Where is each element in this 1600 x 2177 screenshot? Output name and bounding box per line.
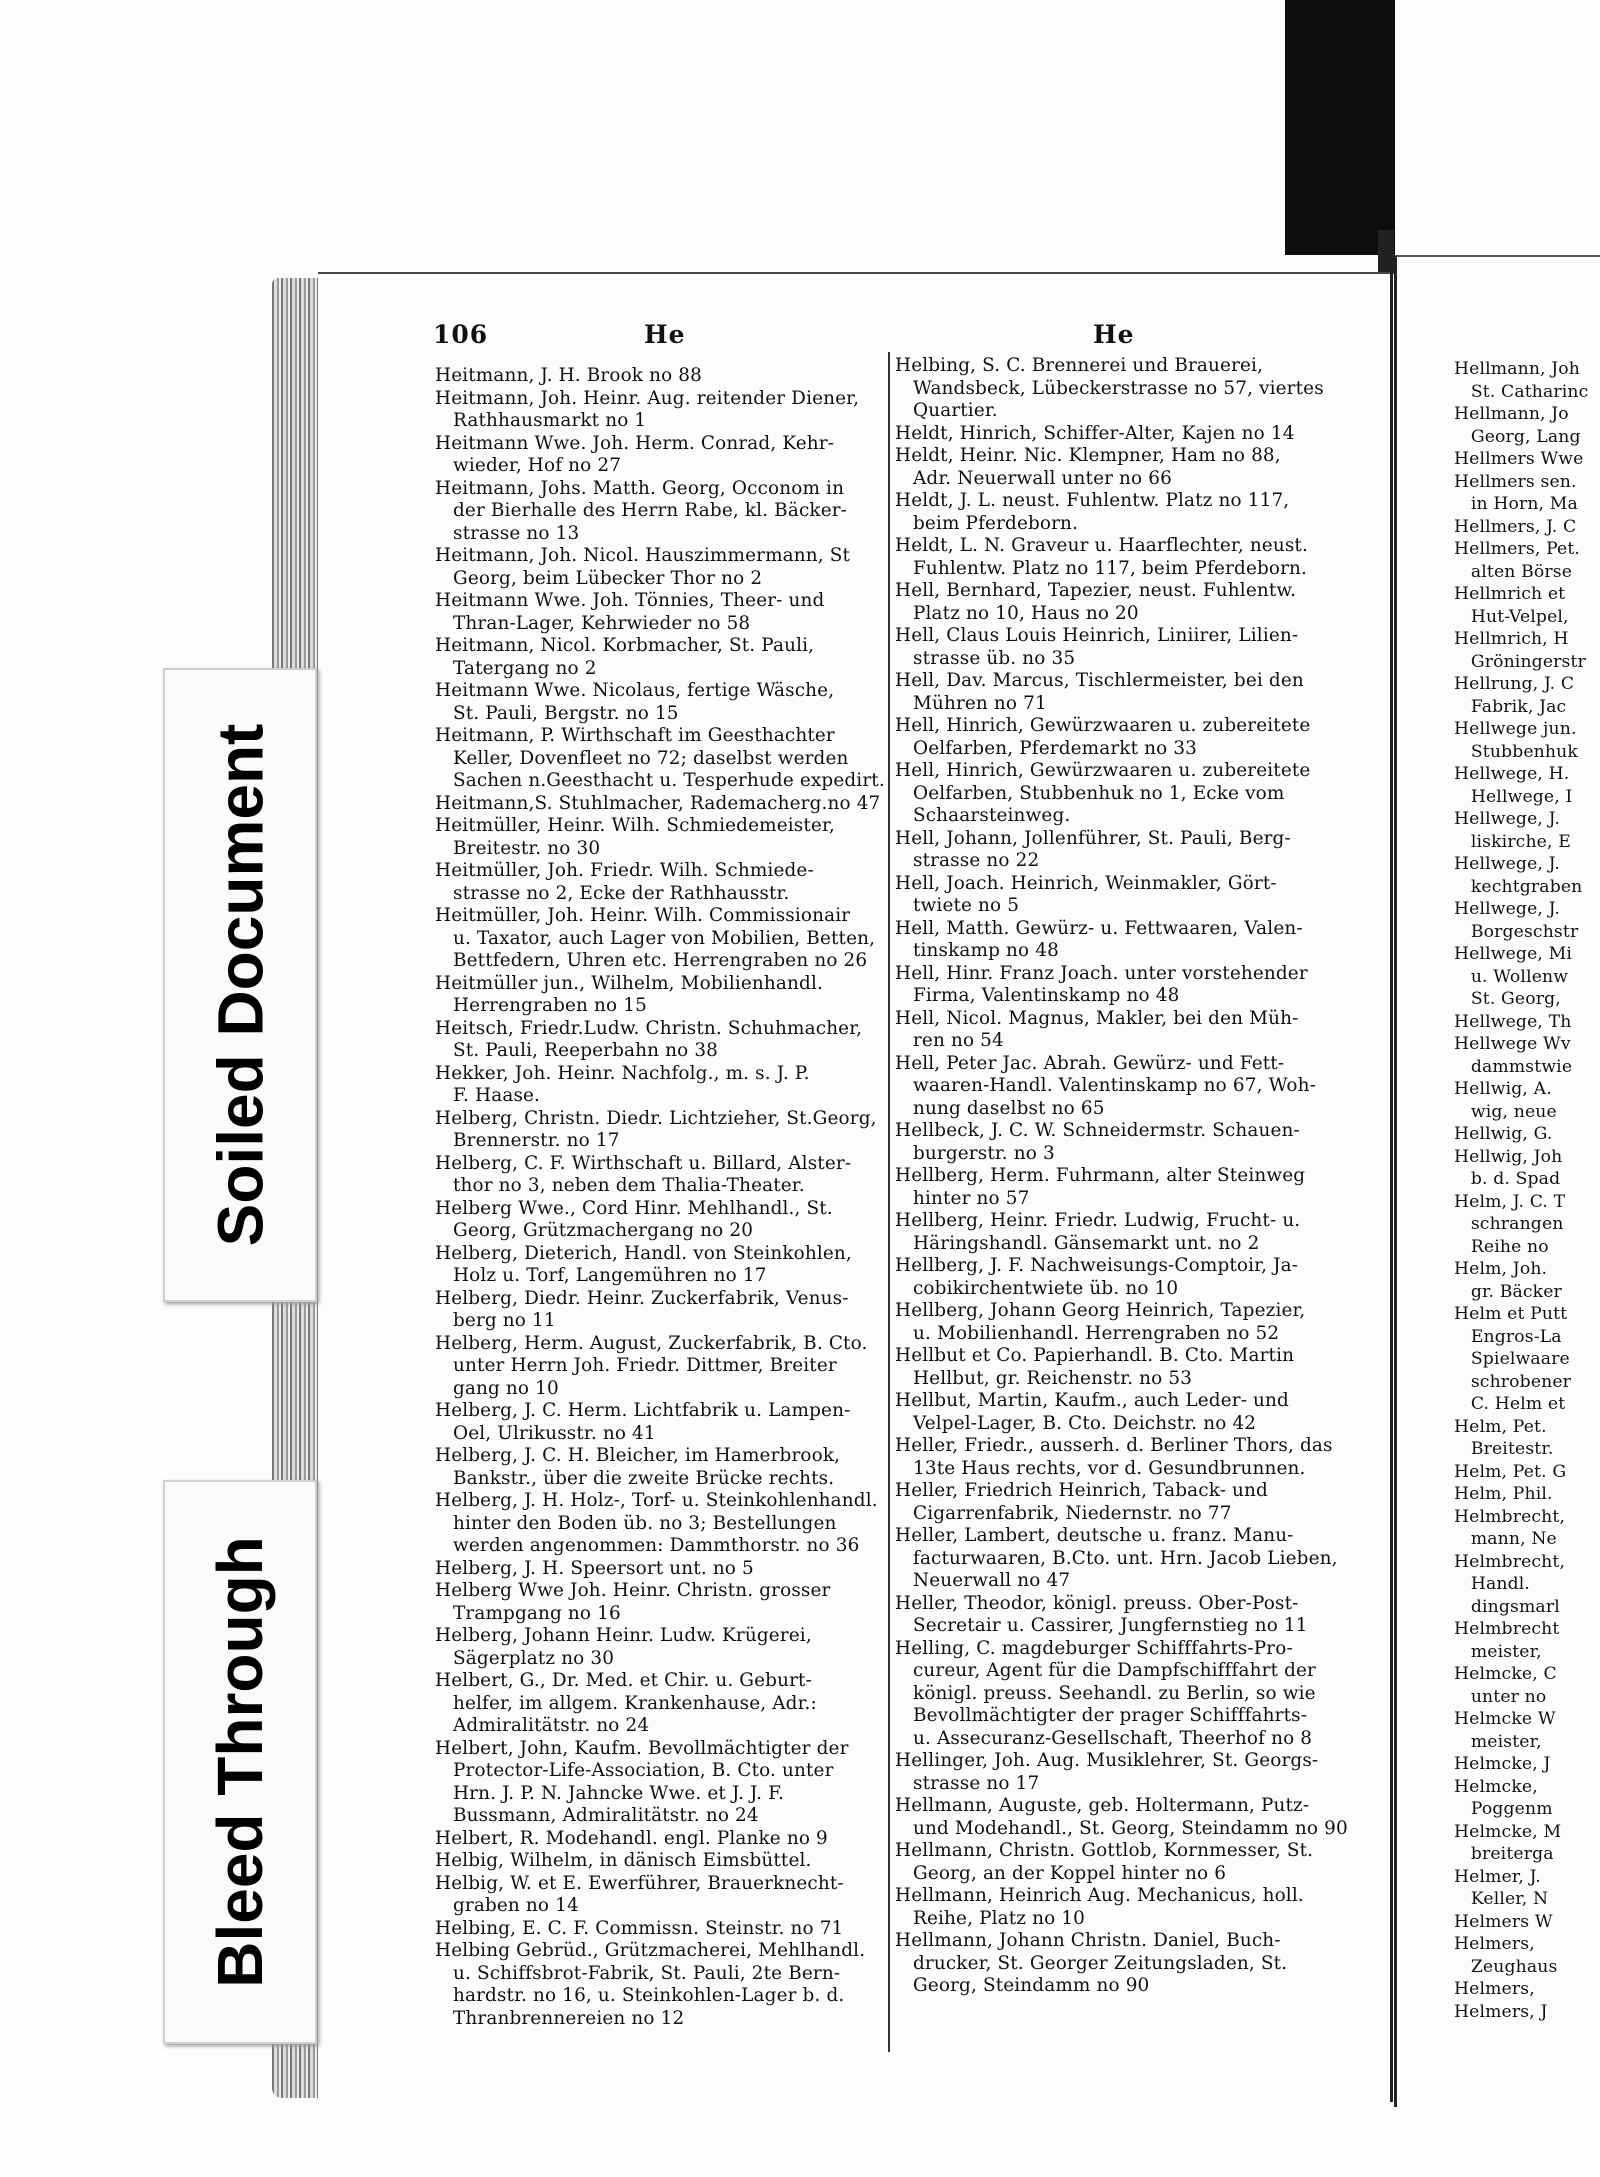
entry-line: unter Herrn Joh. Friedr. Dittmer, Breiter <box>435 1355 837 1376</box>
entry-line: Helberg, J. H. Holz-, Torf- u. Steinkohlenhandl. <box>435 1490 878 1511</box>
entry-line: Hell, Peter Jac. Abrah. Gewürz- und Fett- <box>895 1052 1285 1074</box>
entry-line: tinskamp no 48 <box>895 940 1059 961</box>
entry-line: Hellbut, Martin, Kaufm., auch Leder- und <box>895 1390 1289 1411</box>
entry-line: Helbig, Wilhelm, in dänisch Eimsbüttel. <box>435 1850 812 1871</box>
entry-line: wieder, Hof no 27 <box>435 455 622 476</box>
entry-line: Hellbut et Co. Papierhandl. B. Cto. Martin <box>895 1345 1295 1366</box>
entry-line: Helm, Joh. <box>1454 1259 1548 1279</box>
soiled-document-text: Soiled Document <box>204 723 276 1247</box>
entry-line: in Horn, Ma <box>1454 494 1578 514</box>
entry-line: Hellmann, Joh <box>1454 359 1581 379</box>
entry-line: Sägerplatz no 30 <box>435 1647 615 1669</box>
entry-line: u. Schiffsbrot-Fabrik, St. Pauli, 2te Bern- <box>435 1962 841 1984</box>
entry-line: Helberg Wwe Joh. Heinr. Christn. grosser <box>435 1580 831 1601</box>
entry-line: Hellmers, J. C <box>1454 516 1577 537</box>
entry-line: St. Pauli, Bergstr. no 15 <box>435 702 679 724</box>
entry-line: Neuerwall no 47 <box>895 1570 1071 1591</box>
entry-line: burgerstr. no 3 <box>895 1142 1055 1164</box>
entry-line: Herrengraben no 15 <box>435 995 647 1016</box>
entry-line: hinter no 57 <box>895 1187 1030 1209</box>
entry-line: Hell, Dav. Marcus, Tischlermeister, bei den <box>895 670 1304 691</box>
entry-line: Helbert, R. Modehandl. engl. Planke no 9 <box>435 1827 828 1849</box>
entry-line: Heitmüller jun., Wilhelm, Mobilienhandl. <box>435 972 823 994</box>
entry-line: Hell, Hinrich, Gewürzwaaren u. zubereitete <box>895 715 1311 736</box>
entry-line: Borgeschstr <box>1454 921 1579 942</box>
entry-line: Zeughaus <box>1454 1956 1558 1977</box>
entry-line: Georg, beim Lübecker Thor no 2 <box>435 567 763 589</box>
entry-line: strasse no 17 <box>895 1772 1040 1794</box>
entry-line: Cigarrenfabrik, Niedernstr. no 77 <box>895 1502 1232 1524</box>
entry-line: alten Börse <box>1454 561 1573 582</box>
entry-line: Tatergang no 2 <box>435 657 597 679</box>
entry-line: Hellberg, Heinr. Friedr. Ludwig, Frucht- u. <box>895 1210 1301 1231</box>
entry-line: nung daselbst no 65 <box>895 1097 1105 1119</box>
entry-line: Heitmann Wwe. Joh. Tönnies, Theer- und <box>435 590 825 611</box>
entry-line: Helm, Pet. G <box>1454 1461 1567 1482</box>
entry-line: Bussmann, Admiralitätstr. no 24 <box>435 1805 759 1826</box>
entry-line: Hell, Claus Louis Heinrich, Liniirer, Lilien- <box>895 625 1299 646</box>
entry-line: dammstwie <box>1454 1056 1573 1077</box>
entry-line: dingsmarl <box>1454 1596 1560 1617</box>
entry-line: Schaarsteinweg. <box>895 805 1071 826</box>
entry-line: St. Catharinc <box>1454 381 1589 402</box>
entry-line: Hut-Velpel, <box>1454 606 1569 627</box>
entry-line: mann, Ne <box>1454 1529 1557 1549</box>
entry-line: liskirche, E <box>1454 831 1571 852</box>
entry-line: Heldt, Hinrich, Schiffer-Alter, Kajen no 14 <box>895 422 1295 444</box>
entry-line: Handl. <box>1454 1574 1531 1594</box>
entry-line: Fabrik, Jac <box>1454 696 1567 717</box>
entry-line: Heitmann, J. H. Brook no 88 <box>435 365 702 386</box>
entry-line: Hellrung, J. C <box>1454 674 1575 694</box>
entry-line: Hellwege Wv <box>1454 1034 1571 1054</box>
entry-line: meister, <box>1454 1731 1542 1752</box>
entry-line: Heitmann, Joh. Nicol. Hauszimmermann, St <box>435 545 851 566</box>
entry-line: Reihe, Platz no 10 <box>895 1907 1086 1929</box>
entry-line: Platz no 10, Haus no 20 <box>895 602 1139 624</box>
entry-line: Stubbenhuk <box>1454 741 1578 762</box>
third-column <box>1454 358 1600 2023</box>
entry-line: Helmer, J. <box>1454 1866 1541 1887</box>
entry-line: Helberg, Diedr. Heinr. Zuckerfabrik, Venus- <box>435 1287 849 1309</box>
entry-line: Hekker, Joh. Heinr. Nachfolg., m. s. J. P. <box>435 1062 810 1084</box>
entry-line: Bankstr., über die zweite Brücke rechts. <box>435 1467 835 1489</box>
entry-line: Keller, Dovenfleet no 72; daselbst werden <box>435 747 849 769</box>
entry-line: Hellmann, Heinrich Aug. Mechanicus, holl. <box>895 1885 1304 1906</box>
entry-line: cureur, Agent für die Dampfschifffahrt der <box>895 1660 1316 1681</box>
entry-line: Helm, Phil. <box>1454 1484 1553 1504</box>
entry-line: Hellwege jun. <box>1454 719 1577 739</box>
soiled-document-label <box>163 668 317 1302</box>
entry-line: hinter den Boden üb. no 3; Bestellungen <box>435 1512 837 1534</box>
entry-line: Bevollmächtigter der prager Schifffahrts- <box>895 1705 1308 1726</box>
entry-line: Hell, Hinrich, Gewürzwaaren u. zubereitete <box>895 760 1311 781</box>
entry-line: Rathhausmarkt no 1 <box>435 410 647 431</box>
entry-line: Breitestr. no 30 <box>435 837 601 859</box>
entry-line: Heitmann, Joh. Heinr. Aug. reitender Diener, <box>435 387 860 409</box>
entry-line: Heitmüller, Heinr. Wilh. Schmiedemeister, <box>435 815 835 836</box>
entry-line: Quartier. <box>895 400 998 421</box>
entry-line: Hellwege, Th <box>1454 1011 1572 1032</box>
entry-line: Spielwaare <box>1454 1349 1570 1369</box>
entry-line: strasse üb. no 35 <box>895 647 1076 669</box>
entry-line: Firma, Valentinskamp no 48 <box>895 985 1180 1006</box>
entry-line: Gröningerstr <box>1454 651 1586 672</box>
entry-line: Engros-La <box>1454 1326 1562 1347</box>
entry-line: twiete no 5 <box>895 895 1020 916</box>
entry-line: Helm, J. C. T <box>1454 1191 1566 1212</box>
running-head-right: He <box>1093 320 1135 349</box>
entry-line: Helm, Pet. <box>1454 1416 1547 1437</box>
entry-line: Heldt, J. L. neust. Fuhlentw. Platz no 117, <box>895 490 1290 511</box>
entry-line: Helmbrecht <box>1454 1619 1560 1639</box>
entry-line: Heitmann, P. Wirthschaft im Geesthachter <box>435 725 835 746</box>
bleed-through-text: Bleed Through <box>204 1536 276 1988</box>
entry-line: Hellbut, gr. Reichenstr. no 53 <box>895 1367 1193 1389</box>
entry-line: gr. Bäcker <box>1454 1281 1562 1302</box>
entry-line: C. Helm et <box>1454 1394 1566 1414</box>
entry-line: Helbert, John, Kaufm. Bevollmächtigter der <box>435 1737 849 1759</box>
entry-line: strasse no 13 <box>435 522 580 544</box>
entry-line: Heldt, Heinr. Nic. Klempner, Ham no 88, <box>895 445 1281 466</box>
entry-line: Hellwig, G. <box>1454 1124 1553 1144</box>
entry-line: Poggenm <box>1454 1799 1553 1819</box>
entry-line: Heller, Friedr., ausserh. d. Berliner Thors, das <box>895 1435 1333 1456</box>
entry-line: Hellbeck, J. C. W. Schneidermstr. Schauen- <box>895 1120 1300 1141</box>
entry-line: Hell, Johann, Jollenführer, St. Pauli, Berg- <box>895 827 1291 849</box>
entry-line: Helbing, S. C. Brennerei und Brauerei, <box>895 355 1264 376</box>
page-number: 106 <box>433 320 489 349</box>
entry-line: Hellwig, Joh <box>1454 1146 1563 1167</box>
entry-line: strasse no 22 <box>895 850 1040 871</box>
entry-line: 13te Haus rechts, vor d. Gesundbrunnen. <box>895 1457 1306 1479</box>
entry-line: Hellmers Wwe <box>1454 449 1584 469</box>
entry-line: schrangen <box>1454 1214 1564 1234</box>
entry-line: Helmcke, C <box>1454 1664 1557 1684</box>
black-marker-tab <box>1285 0 1395 255</box>
entry-line: Georg, an der Koppel hinter no 6 <box>895 1862 1227 1884</box>
column-divider <box>888 352 890 2052</box>
entry-line: Breitestr. <box>1454 1439 1554 1459</box>
entry-line: Heller, Theodor, königl. preuss. Ober-Post- <box>895 1592 1299 1614</box>
entry-line: berg no 11 <box>435 1310 556 1331</box>
entry-line: der Bierhalle des Herrn Rabe, kl. Bäcker- <box>435 500 848 521</box>
entry-line: werden angenommen: Dammthorstr. no 36 <box>435 1535 860 1556</box>
entry-line: Helberg, Johann Heinr. Ludw. Krügerei, <box>435 1625 812 1646</box>
entry-line: Heitmüller, Joh. Heinr. Wilh. Commissionair <box>435 905 851 926</box>
entry-line: Helmcke, <box>1454 1776 1538 1797</box>
entry-line: Helling, C. magdeburger Schifffahrts-Pro- <box>895 1637 1293 1659</box>
entry-line: St. Georg, <box>1454 989 1561 1009</box>
entry-line: Heitmüller, Joh. Friedr. Wilh. Schmiede- <box>435 860 814 881</box>
entry-line: u. Assecuranz-Gesellschaft, Theerhof no 8 <box>895 1727 1313 1749</box>
entry-line: Hellmann, Auguste, geb. Holtermann, Putz- <box>895 1795 1310 1816</box>
right-column <box>895 355 1355 1998</box>
left-column <box>435 365 885 2030</box>
entry-line: Hellberg, J. F. Nachweisungs-Comptoir, Ja- <box>895 1255 1299 1276</box>
entry-line: Hell, Nicol. Magnus, Makler, bei den Müh- <box>895 1007 1299 1029</box>
entry-line: Helbing, E. C. F. Commissn. Steinstr. no 71 <box>435 1917 844 1939</box>
entry-line: drucker, St. Georger Zeitungsladen, St. <box>895 1952 1288 1974</box>
entry-line: Thran-Lager, Kehrwieder no 58 <box>435 612 751 634</box>
entry-line: Helberg, Herm. August, Zuckerfabrik, B. Cto. <box>435 1332 868 1354</box>
entry-line: Hellmann, Johann Christn. Daniel, Buch- <box>895 1930 1281 1951</box>
entry-line: Hellwege, J. <box>1454 854 1560 874</box>
entry-line: Helmers W <box>1454 1911 1553 1932</box>
entry-line: Heldt, L. N. Graveur u. Haarflechter, neust. <box>895 535 1308 556</box>
entry-line: Hellmers, Pet. <box>1454 539 1581 559</box>
entry-line: Hrn. J. P. N. Jahncke Wwe. et J. J. F. <box>435 1782 785 1804</box>
entry-line: Heitmann Wwe. Joh. Herm. Conrad, Kehr- <box>435 432 835 454</box>
entry-line: schrobener <box>1454 1371 1572 1392</box>
entry-line: Velpel-Lager, B. Cto. Deichstr. no 42 <box>895 1412 1257 1434</box>
entry-line: Helbert, G., Dr. Med. et Chir. u. Geburt- <box>435 1670 812 1691</box>
entry-line: Bettfedern, Uhren etc. Herrengraben no 26 <box>435 950 868 971</box>
entry-line: meister, <box>1454 1641 1542 1662</box>
entry-line: helfer, im allgem. Krankenhause, Adr.: <box>435 1692 817 1714</box>
entry-line: Heitmann, Nicol. Korbmacher, St. Pauli, <box>435 635 815 656</box>
entry-line: Hellwege, H. <box>1454 764 1570 784</box>
bleed-through-label <box>163 1480 317 2044</box>
entry-line: Heller, Lambert, deutsche u. franz. Manu- <box>895 1525 1294 1546</box>
entry-line: Protector-Life-Association, B. Cto. unter <box>435 1760 834 1781</box>
entry-line: königl. preuss. Seehandl. zu Berlin, so wie <box>895 1682 1316 1704</box>
entry-line: Brennerstr. no 17 <box>435 1130 620 1151</box>
entry-line: thor no 3, neben dem Thalia-Theater. <box>435 1175 805 1196</box>
entry-line: wig, neue <box>1454 1101 1557 1122</box>
entry-line: Hellwege, J. <box>1454 809 1560 829</box>
entry-line: Georg, Grützmachergang no 20 <box>435 1220 754 1241</box>
entry-line: Helberg, J. C. H. Bleicher, im Hamerbrook, <box>435 1445 841 1466</box>
entry-line: Helmcke, M <box>1454 1821 1562 1842</box>
entry-line: facturwaaren, B.Cto. unt. Hrn. Jacob Lieben, <box>895 1547 1338 1569</box>
entry-line: u. Taxator, auch Lager von Mobilien, Betten, <box>435 927 876 949</box>
entry-line: Adr. Neuerwall unter no 66 <box>895 467 1172 489</box>
entry-line: Georg, Steindamm no 90 <box>895 1975 1150 1996</box>
entry-line: beim Pferdeborn. <box>895 512 1079 534</box>
entry-line: Heller, Friedrich Heinrich, Taback- und <box>895 1480 1268 1501</box>
entry-line: gang no 10 <box>435 1377 559 1399</box>
entry-line: waaren-Handl. Valentinskamp no 67, Woh- <box>895 1075 1316 1096</box>
entry-line: Hell, Bernhard, Tapezier, neust. Fuhlentw. <box>895 580 1297 601</box>
entry-line: Secretair u. Cassirer, Jungfernstieg no 11 <box>895 1615 1308 1636</box>
entry-line: Georg, Lang <box>1454 426 1581 447</box>
entry-line: Hell, Joach. Heinrich, Weinmakler, Gört- <box>895 872 1277 894</box>
entry-line: Heitmann,S. Stuhlmacher, Rademacherg.no 47 <box>435 792 881 814</box>
entry-line: Wandsbeck, Lübeckerstrasse no 57, viertes <box>895 377 1324 399</box>
entry-line: Helbing Gebrüd., Grützmacherei, Mehlhandl. <box>435 1940 866 1961</box>
entry-line: Helberg, C. F. Wirthschaft u. Billard, Alster- <box>435 1152 852 1174</box>
entry-line: Hellmann, Jo <box>1454 404 1569 424</box>
entry-line: Trampgang no 16 <box>435 1602 621 1624</box>
entry-line: Helmers, J <box>1454 2001 1548 2022</box>
entry-line: und Modehandl., St. Georg, Steindamm no 90 <box>895 1817 1348 1839</box>
entry-line: Heitsch, Friedr.Ludw. Christn. Schuhmacher, <box>435 1017 863 1039</box>
entry-line: Helmers, <box>1454 1979 1535 1999</box>
entry-line: Thranbrennereien no 12 <box>435 2007 685 2029</box>
entry-line: Oel, Ulrikusstr. no 41 <box>435 1422 656 1444</box>
entry-line: St. Pauli, Reeperbahn no 38 <box>435 1040 719 1061</box>
entry-line: Holz u. Torf, Langemühren no 17 <box>435 1265 767 1286</box>
entry-line: strasse no 2, Ecke der Rathhausstr. <box>435 882 790 904</box>
entry-line: Fuhlentw. Platz no 117, beim Pferdeborn. <box>895 557 1308 579</box>
entry-line: Helmcke, J <box>1454 1754 1551 1774</box>
entry-line: Helmcke W <box>1454 1709 1556 1729</box>
entry-line: Hell, Hinr. Franz Joach. unter vorstehender <box>895 962 1308 984</box>
entry-line: Hellmrich, H <box>1454 629 1569 649</box>
entry-line: Sachen n.Geesthacht u. Tesperhude expedirt. <box>435 770 885 791</box>
entry-line: Heitmann Wwe. Nicolaus, fertige Wäsche, <box>435 680 835 701</box>
entry-line: F. Haase. <box>435 1085 541 1106</box>
entry-line: Hellmann, Christn. Gottlob, Kornmesser, St. <box>895 1840 1314 1861</box>
entry-line: Häringshandl. Gänsemarkt unt. no 2 <box>895 1232 1260 1254</box>
entry-line: Helberg Wwe., Cord Hinr. Mehlhandl., St. <box>435 1197 833 1219</box>
entry-line: Helm et Putt <box>1454 1304 1568 1324</box>
entry-line: Hellberg, Johann Georg Heinrich, Tapezier, <box>895 1300 1306 1321</box>
entry-line: Hellwege, J. <box>1454 899 1560 919</box>
entry-line: u. Mobilienhandl. Herrengraben no 52 <box>895 1322 1280 1344</box>
entry-line: b. d. Spad <box>1454 1169 1561 1189</box>
entry-line: Helberg, J. C. Herm. Lichtfabrik u. Lampen- <box>435 1400 851 1421</box>
entry-line: Hellwege, Mi <box>1454 944 1573 964</box>
entry-line: u. Wollenw <box>1454 966 1569 987</box>
entry-line: Hellwig, A. <box>1454 1079 1552 1099</box>
entry-line: unter no <box>1454 1686 1547 1707</box>
gutter <box>1390 272 1393 2102</box>
entry-line: graben no 14 <box>435 1895 579 1916</box>
entry-line: cobikirchentwiete üb. no 10 <box>895 1277 1179 1299</box>
entry-line: Helbig, W. et E. Ewerführer, Brauerknecht- <box>435 1872 844 1894</box>
running-head-left: He <box>644 320 686 349</box>
entry-line: Hell, Matth. Gewürz- u. Fettwaaren, Valen- <box>895 917 1303 939</box>
entry-line: Helberg, Christn. Diedr. Lichtzieher, St.Georg, <box>435 1107 877 1129</box>
entry-line: Hellwege, I <box>1454 786 1573 807</box>
entry-line: Hellinger, Joh. Aug. Musiklehrer, St. Georgs- <box>895 1750 1319 1771</box>
entry-line: Keller, N <box>1454 1889 1549 1909</box>
entry-line: Heitmann, Johs. Matth. Georg, Occonom in <box>435 477 845 499</box>
entry-line: Hellmers sen. <box>1454 471 1577 492</box>
entry-line: Oelfarben, Stubbenhuk no 1, Ecke vom <box>895 782 1285 804</box>
entry-line: Helmers, <box>1454 1934 1535 1954</box>
entry-line: Helmbrecht, <box>1454 1506 1566 1527</box>
entry-line: Admiralitätstr. no 24 <box>435 1715 650 1736</box>
entry-line: Helberg, J. H. Speersort unt. no 5 <box>435 1557 754 1579</box>
entry-line: breiterga <box>1454 1844 1554 1864</box>
entry-line: Reihe no <box>1454 1236 1549 1257</box>
entry-line: Helmbrecht, <box>1454 1551 1566 1572</box>
entry-line: ren no 54 <box>895 1030 1004 1051</box>
entry-line: Helberg, Dieterich, Handl. von Steinkohlen, <box>435 1242 852 1264</box>
entry-line: kechtgraben <box>1454 876 1583 897</box>
entry-line: Oelfarben, Pferdemarkt no 33 <box>895 737 1198 759</box>
entry-line: hardstr. no 16, u. Steinkohlen-Lager b. d. <box>435 1985 845 2006</box>
entry-line: Hellberg, Herm. Fuhrmann, alter Steinweg <box>895 1165 1306 1186</box>
entry-line: Hellmrich et <box>1454 584 1566 604</box>
entry-line: Mühren no 71 <box>895 692 1047 714</box>
